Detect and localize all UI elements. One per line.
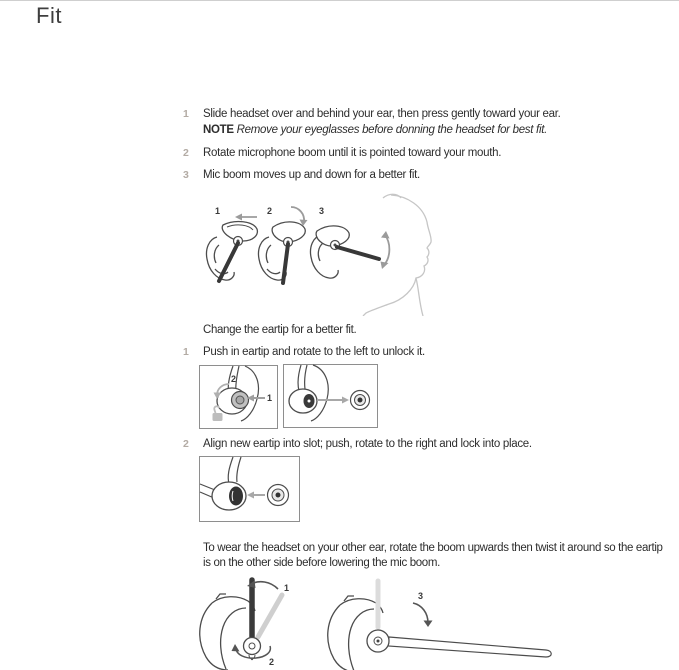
ear-illustration-3	[310, 206, 389, 278]
other-ear-paragraph: To wear the headset on your other ear, rotate the boom upwards then twist it around so the eartip is on the other side before lowering the mic boom.	[203, 542, 663, 569]
boom-swap-figure-svg	[190, 575, 562, 670]
eartip-intro: Change the eartip for a better fit.	[203, 324, 357, 336]
fit-step-2-number: 2	[183, 147, 189, 159]
eartip-socket	[229, 487, 243, 506]
rotate-down-arrow-icon	[413, 603, 433, 627]
eartip-step-2	[183, 437, 663, 451]
ear-illustration-1	[206, 206, 257, 281]
up-down-arrow-icon	[381, 231, 390, 269]
fit-step-1-number: 1	[183, 108, 189, 120]
eartip-insert-figure	[199, 456, 301, 524]
eartip	[268, 485, 289, 506]
figure-step-label: 1	[284, 583, 290, 593]
eartip	[351, 391, 370, 410]
eartip-step-1-number: 1	[183, 346, 189, 358]
figure-step-label: 3	[319, 206, 325, 216]
mic-boom	[219, 243, 238, 281]
headset-boom-up	[200, 580, 289, 670]
unlock-panel-1	[200, 366, 278, 429]
eartip-step-1	[183, 345, 663, 359]
mic-boom	[283, 244, 288, 283]
figure-step-label: 1	[267, 393, 273, 403]
fit-steps-figure-svg	[195, 189, 460, 316]
fit-step-1-note	[203, 124, 663, 136]
fit-step-3-number: 3	[183, 169, 189, 181]
figure-step-label: 2	[231, 374, 237, 384]
figure-step-label: 1	[215, 206, 221, 216]
figure-step-label: 3	[418, 591, 424, 601]
unlock-panel-2	[284, 365, 378, 428]
eartip-unlock-figure-svg	[199, 363, 379, 431]
page-title: Fit	[36, 3, 62, 28]
fit-step-1	[183, 107, 663, 121]
figure-step-label: 2	[269, 657, 275, 667]
fit-step-3	[183, 168, 663, 182]
boom-swap-figure	[190, 575, 562, 670]
note-label: NOTE	[203, 124, 234, 136]
fit-step-2-text: Rotate microphone boom until it is pointed toward your mouth.	[203, 147, 502, 159]
eartip-step-2-text: Align new eartip into slot; push, rotate to the right and lock into place.	[203, 438, 532, 450]
arrow-left-icon	[235, 214, 257, 221]
mic-boom	[337, 247, 379, 259]
figure-step-label: 2	[267, 206, 273, 216]
eartip-step-2-number: 2	[183, 438, 189, 450]
note-text: Remove your eyeglasses before donning the headset for best fit.	[236, 124, 547, 136]
fit-step-1-text: Slide headset over and behind your ear, then press gently toward your ear.	[203, 108, 561, 120]
fit-steps-figure	[195, 189, 460, 316]
eartip-unlock-figure	[199, 363, 379, 431]
fit-step-3-text: Mic boom moves up and down for a better fit.	[203, 169, 420, 181]
headset-boom-down	[328, 581, 552, 670]
ghost-boom	[258, 595, 282, 637]
fit-step-2	[183, 146, 663, 160]
mic-boom-lowered	[388, 637, 551, 657]
eartip-step-1-text: Push in eartip and rotate to the left to unlock it.	[203, 346, 425, 358]
eartip-insert-figure-svg	[199, 456, 301, 524]
boom-pivot	[244, 638, 261, 655]
ear-illustration-2	[258, 206, 307, 283]
face-profile	[363, 194, 431, 316]
